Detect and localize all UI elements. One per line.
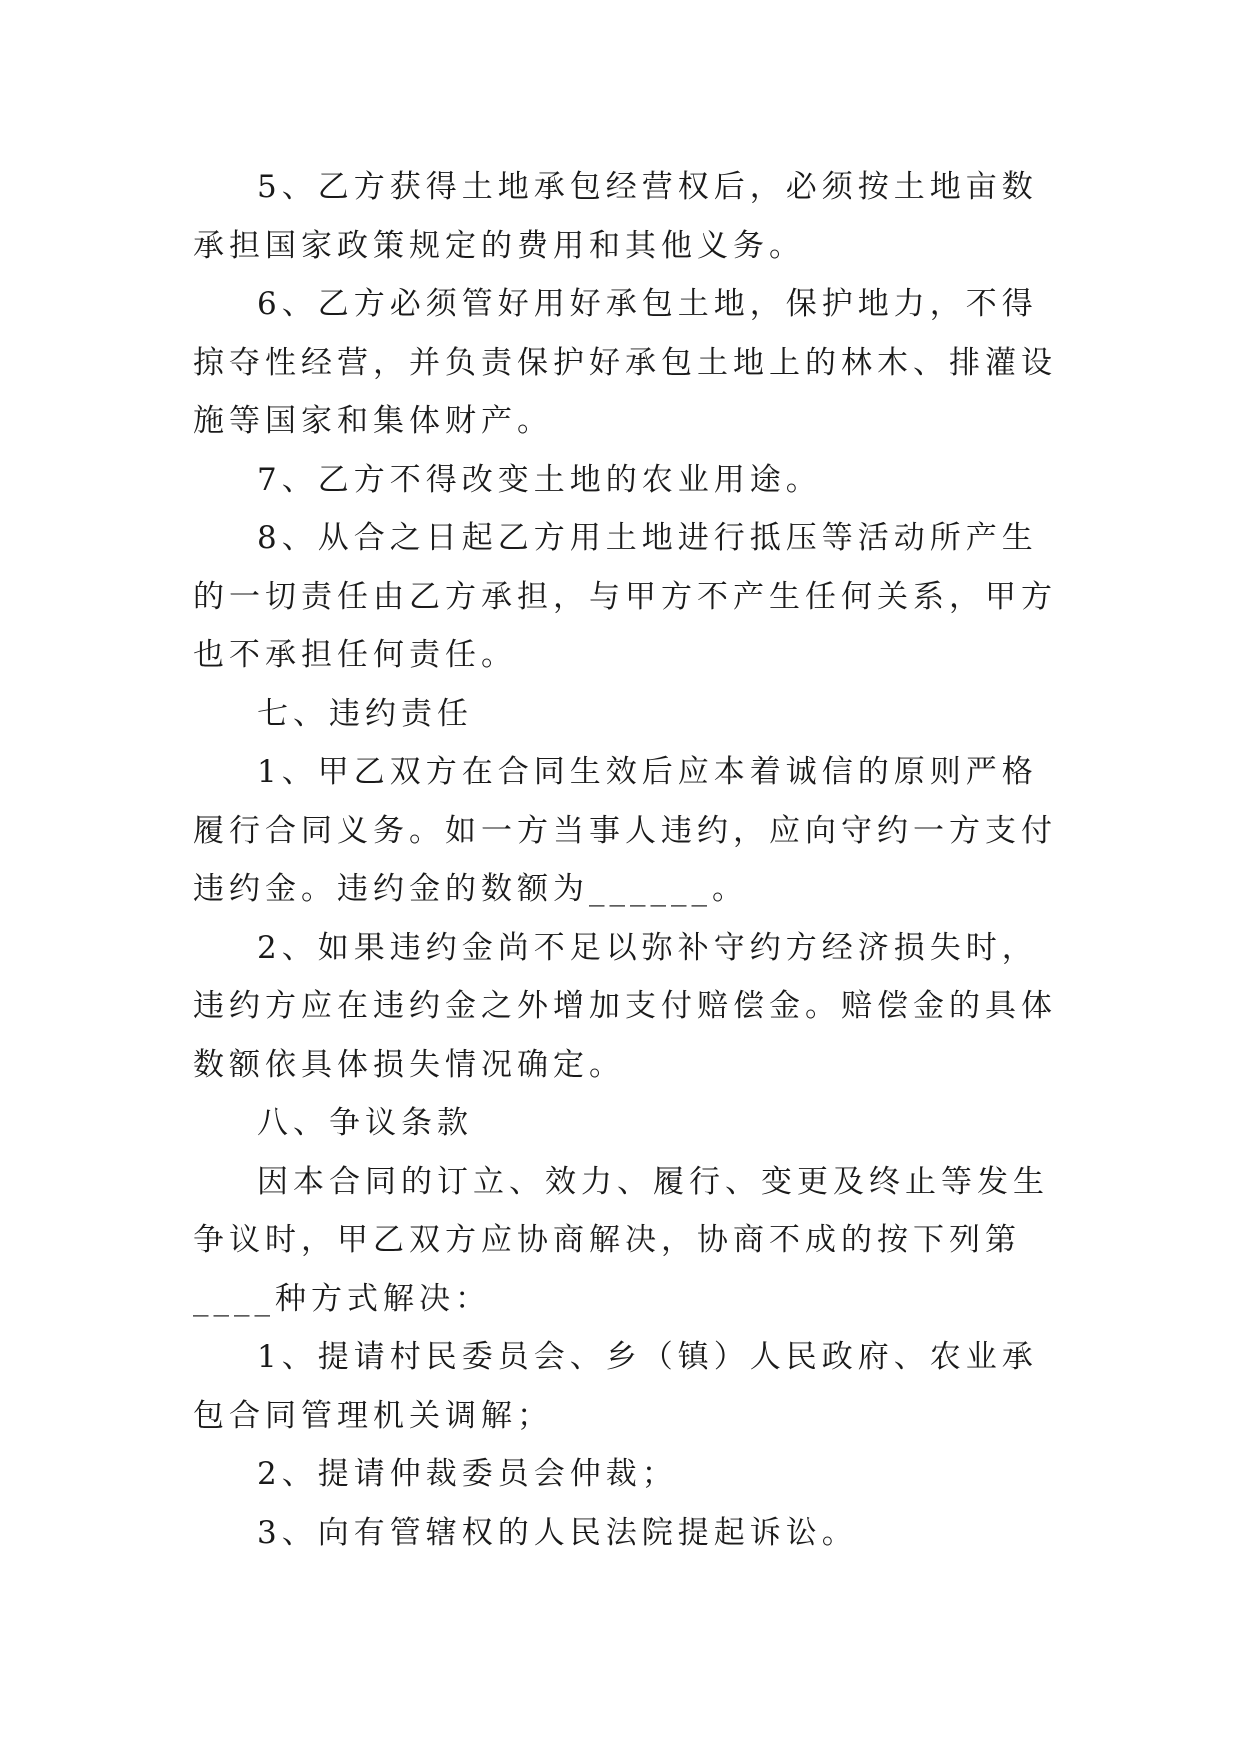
- dispute-intro: 因本合同的订立、效力、履行、变更及终止等发生争议时，甲乙双方应协商解决，协商不成的按下列第____种方式解决：: [193, 1163, 1049, 1317]
- section-heading-breach: 七、违约责任: [257, 695, 473, 732]
- dispute-option-3: 3、向有管辖权的人民法院提起诉讼。: [257, 1514, 858, 1551]
- clause-5: 5、乙方获得土地承包经营权后，必须按土地亩数承担国家政策规定的费用和其他义务。: [193, 169, 1038, 264]
- clause-7: 7、乙方不得改变土地的农业用途。: [257, 461, 822, 498]
- breach-clause-1: 1、甲乙双方在合同生效后应本着诚信的原则严格履行合同义务。如一方当事人违约，应向守约一方支付违约金。违约金的数额为______。: [193, 754, 1057, 907]
- dispute-option-1: 1、提请村民委员会、乡（镇）人民政府、农业承包合同管理机关调解；: [193, 1339, 1038, 1434]
- clause-8: 8、从合之日起乙方用土地进行抵压等活动所产生的一切责任由乙方承担，与甲方不产生任何关系，甲方也不承担任何责任。: [193, 520, 1057, 673]
- document-body: [193, 158, 1073, 1562]
- clause-6: 6、乙方必须管好用好承包土地，保护地力，不得掠夺性经营，并负责保护好承包土地上的林木、排灌设施等国家和集体财产。: [193, 286, 1057, 439]
- section-heading-dispute: 八、争议条款: [257, 1105, 473, 1141]
- dispute-option-2: 2、提请仲裁委员会仲裁；: [257, 1456, 678, 1492]
- breach-clause-2: 2、如果违约金尚不足以弥补守约方经济损失时，违约方应在违约金之外增加支付赔偿金。赔偿金的具体数额依具体损失情况确定。: [193, 929, 1057, 1083]
